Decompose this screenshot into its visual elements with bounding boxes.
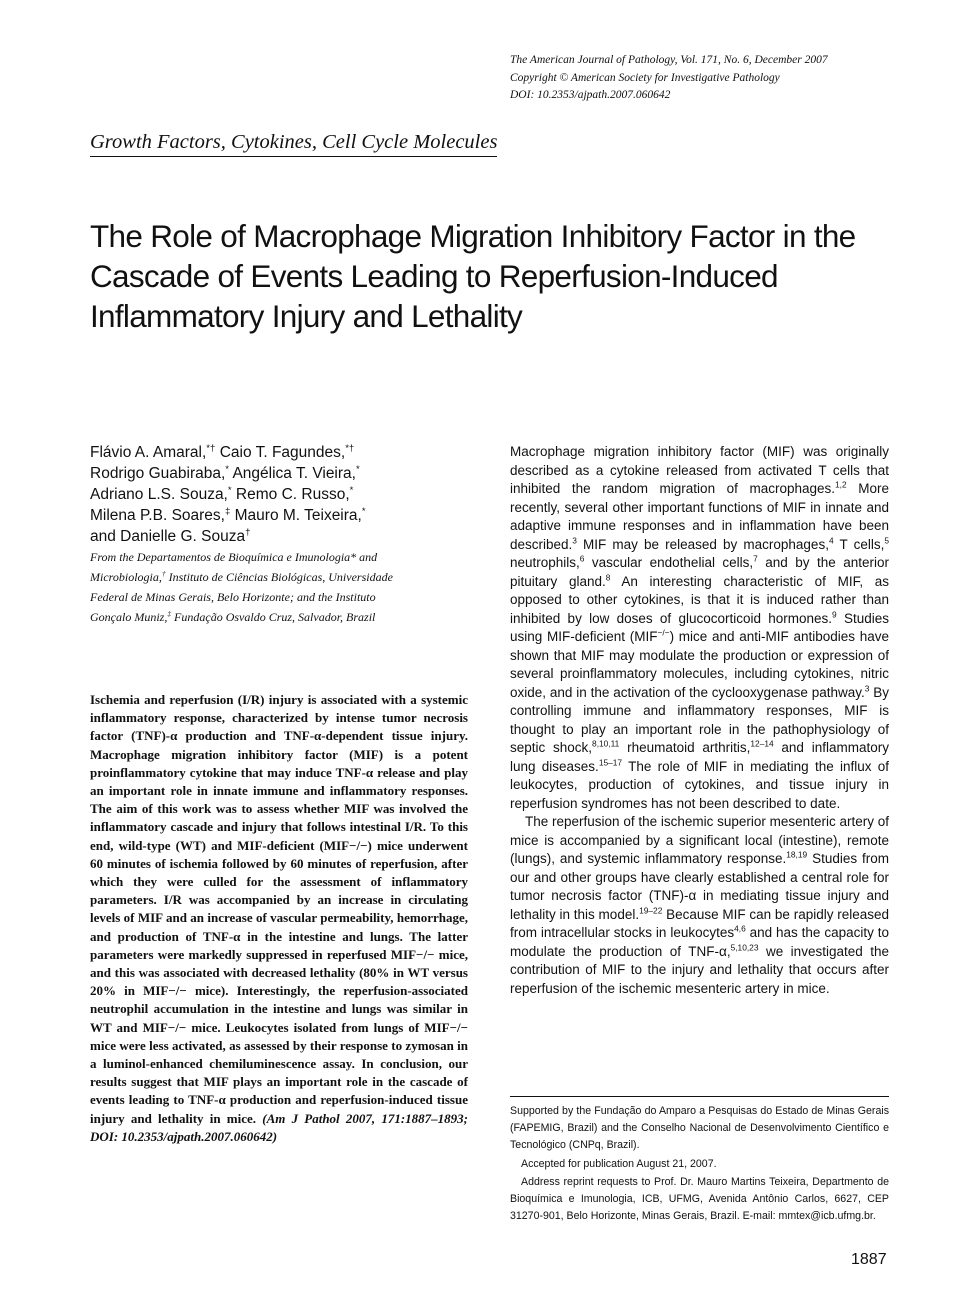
reference-superscript: 18,19 [786, 849, 808, 860]
body-text-run: The role of MIF in mediating the influx of leukocytes, production of cytokines, and tissue injury in reperfusion syndromes has not been described to date. [510, 758, 890, 811]
affiliation-mark: † [245, 526, 251, 538]
body-text [510, 443, 889, 998]
abstract-citation: (Am J Pathol 2007, 171:1887–1893; DOI: 10.2353/ajpath.2007.060642) [90, 1110, 468, 1144]
abstract [90, 691, 468, 1146]
author-name: Remo C. Russo, [235, 486, 350, 503]
body-text-run: vascular endothelial cells, [584, 555, 754, 570]
body-paragraph [510, 813, 889, 998]
author-name: Flávio A. Amaral, [90, 444, 207, 461]
author-name: Rodrigo Guabiraba, [90, 465, 226, 482]
copyright-line: Copyright © American Society for Investigative Pathology [510, 71, 780, 84]
affiliation-mark: *† [206, 442, 216, 454]
reference-superscript: 6 [579, 553, 585, 564]
affiliation-mark: ‡ [167, 609, 172, 618]
body-text-run: MIF may be released by macrophages, [576, 536, 829, 552]
footnotes [510, 1103, 889, 1226]
affiliation-text: Gonçalo Muniz, [90, 610, 168, 624]
reference-superscript: 5 [884, 535, 889, 545]
body-text-run: Studies from our and other groups have clearly established a central role for tumor necrosis factor (TNF)-α in mediating tissue injury and lethality in this model. [510, 851, 889, 922]
body-text-run: The reperfusion of the ischemic superior mesenteric artery of mice is accompanied by a significant local (intestine), remote (lungs), and systemic inflammatory response. [510, 814, 889, 866]
body-text-run: and by the anterior pituitary gland. [510, 555, 889, 589]
body-text-run: Studies using MIF-deficient (MIF [510, 610, 890, 644]
doi-line: DOI: 10.2353/ajpath.2007.060642 [510, 89, 671, 101]
affiliation-mark: *† [345, 442, 355, 454]
body-text-run: and inflammatory lung diseases. [510, 740, 889, 774]
reference-superscript: 3 [864, 683, 870, 693]
body-text-run: Because MIF can be rapidly released from intracellular stocks in leukocytes [510, 906, 890, 940]
body-text-run: By controlling immune and inflammatory responses, MIF is thought to play an important role in the pathophysiology of septic shock, [510, 684, 889, 755]
reference-superscript: 1,2 [835, 479, 847, 490]
body-text-run: More recently, several other important functions of MIF in innate and adaptive immune responses and in inflammation have been described. [510, 481, 889, 552]
reference-superscript: 15–17 [598, 757, 623, 767]
reprint-note: Address reprint requests to Prof. Dr. Mauro Martins Teixeira, Departmento de Bioquímica e Imunologia, ICB, UFMG, Avenida Antônio Carlos, 6627, CEP 31270-901, Belo Horizonte, Minas Gerais, Brazil. E-mail: mmtex@icb.ufmg.br. [510, 1175, 889, 1223]
reference-superscript: 5,10,23 [730, 942, 759, 952]
author-name: and Danielle G. Souza [90, 528, 246, 545]
author-name: Angélica T. Vieira, [232, 465, 356, 482]
affiliation-mark: * [227, 484, 232, 496]
acceptance-note: Accepted for publication August 21, 2007. [521, 1157, 717, 1170]
reference-superscript: 19–22 [639, 905, 663, 915]
affiliation-text: Instituto de Ciências Biológicas, Universidade [165, 570, 393, 584]
author-name: Milena P.B. Soares, [90, 507, 225, 524]
reference-superscript: −/− [657, 627, 670, 638]
section-heading: Growth Factors, Cytokines, Cell Cycle Molecules [90, 131, 497, 157]
footnote-divider [510, 1096, 889, 1097]
author-name: Mauro M. Teixeira, [234, 507, 362, 524]
affiliation-text: Microbiologia, [90, 570, 162, 584]
body-text-run: T cells, [833, 536, 885, 552]
body-text-run: An interesting characteristic of MIF, as opposed to other cytokines, is that it is induced rather than inhibited by low doses of glucocorticoid hormones. [510, 573, 889, 626]
affiliations [90, 547, 460, 627]
reference-superscript: 8 [605, 572, 611, 582]
title-line: Inflammatory Injury and Lethality [90, 298, 523, 334]
affiliation-line: From the Departamentos de Bioquímica e Imunologia* and [90, 550, 378, 564]
affiliation-mark: † [161, 569, 166, 578]
affiliation-text: Fundação Osvaldo Cruz, Salvador, Brazil [171, 610, 376, 624]
body-text-run: Macrophage migration inhibitory factor (MIF) was originally described as a cytokine released from activated T cells that inhibited the random migration of macrophages. [510, 444, 889, 496]
body-text-run: we investigated the contribution of MIF to the injury and lethality that occurs after reperfusion of the ischemic mesenteric artery in mice. [510, 943, 889, 996]
affiliation-line: Federal de Minas Gerais, Belo Horizonte; and the Instituto [90, 590, 376, 604]
body-paragraph [510, 443, 889, 813]
affiliation-mark: * [355, 463, 360, 475]
reference-superscript: 4,6 [734, 923, 746, 934]
journal-citation-line: The American Journal of Pathology, Vol. 171, No. 6, December 2007 [510, 54, 828, 66]
title-line: Cascade of Events Leading to Reperfusion-Induced [90, 258, 778, 294]
reference-superscript: 3 [572, 535, 577, 545]
body-text-run: neutrophils, [510, 555, 580, 570]
article-title [90, 216, 910, 336]
affiliation-mark: * [349, 484, 354, 496]
author-name: Caio T. Fagundes, [219, 444, 346, 461]
body-text-run: and has the capacity to modulate the production of TNF-α, [510, 925, 889, 959]
reference-superscript: 8,10,11 [592, 738, 620, 749]
reference-superscript: 9 [832, 609, 837, 619]
body-text-run: rheumatoid arthritis, [619, 740, 751, 755]
affiliation-mark: * [361, 505, 366, 517]
author-name: Adriano L.S. Souza, [90, 486, 228, 503]
journal-header [510, 52, 910, 105]
affiliation-mark: ‡ [224, 505, 231, 517]
abstract-text: Ischemia and reperfusion (I/R) injury is associated with a systemic inflammatory response, characterized by intense tumor necrosis factor (TNF)-α production and TNF-α-dependent tissue injury. Macrophage migration inhibitory factor (MIF) is a potent proinflammatory cytokine that may induce TNF-α release and play an important role in innate immune and inflammatory responses. The aim of this work was to assess whether MIF was involved the inflammatory cascade and injury that follows intestinal I/R. To this end, wild-type (WT) and MIF-deficient (MIF−/−) mice underwent 60 minutes of ischemia followed by 60 minutes of reperfusion, after which they were culled for the assessment of inflammatory parameters. I/R was accompanied by an increase in circulating levels of MIF and an increase of vascular permeability, hemorrhage, and production of TNF-α in the intestine and lungs. The latter parameters were markedly suppressed in reperfused MIF−/− mice, and this was associated with decreased lethality (80% in WT versus 20% in MIF−/− mice). Interestingly, the reperfusion-associated neutrophil accumulation in the intestine and lungs was similar in WT and MIF−/− mice. Leukocytes isolated from lungs of MIF−/− mice were less activated, as assessed by their response to zymosan in a luminol-enhanced chemiluminescence assay. In conclusion, our results suggest that MIF plays an important role in the cascade of events leading to TNF-α production and reperfusion-induced tissue injury and lethality in mice. [90, 692, 468, 1126]
body-text-run: ) mice and anti-MIF antibodies have shown that MIF may modulate the production or expression of several proinflammatory molecules, including cytokines, nitric oxide, and in the activation of the cyclooxygenase pathway. [510, 629, 889, 700]
title-line: The Role of Macrophage Migration Inhibitory Factor in the [90, 218, 856, 254]
affiliation-mark: * [225, 463, 230, 475]
reference-superscript: 7 [753, 553, 758, 564]
author-list [90, 442, 420, 547]
reference-superscript: 4 [828, 535, 834, 545]
funding-note: Supported by the Fundação do Amparo a Pesquisas do Estado de Minas Gerais (FAPEMIG, Brazil) and the Conselho Nacional de Desenvolvimento Científico e Tecnológico (CNPq, Brazil). [510, 1105, 889, 1152]
page-number: 1887 [851, 1251, 887, 1268]
reference-superscript: 12–14 [750, 738, 774, 749]
